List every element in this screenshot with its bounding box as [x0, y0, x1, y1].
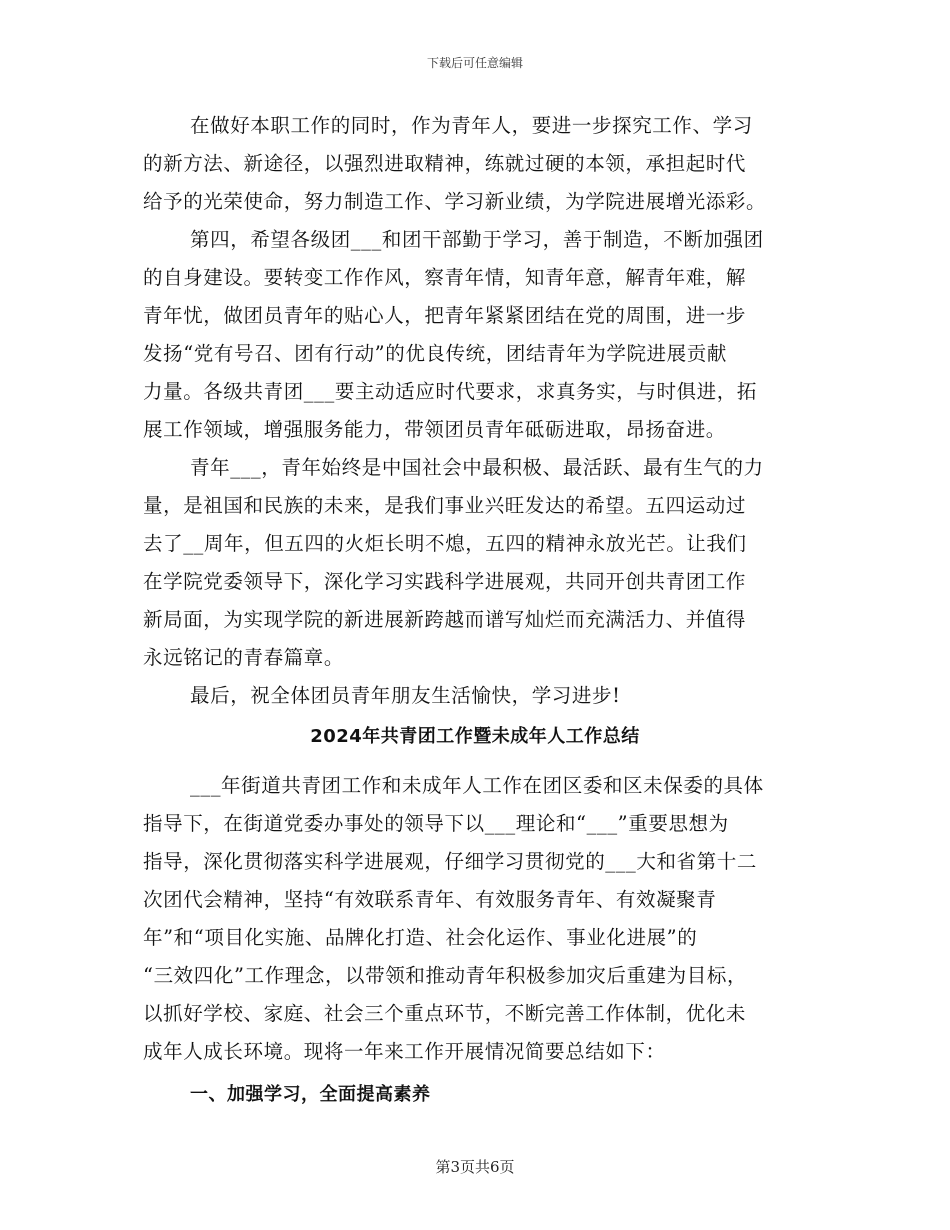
- text-line: 的自身建设。要转变工作作风，察青年情，知青年意，解青年难，解: [143, 266, 747, 289]
- text-line: 量，是祖国和民族的未来，是我们事业兴旺发达的希望。五四运动过: [143, 494, 747, 517]
- text-line: 最后，祝全体团员青年朋友生活愉快，学习进步!: [190, 684, 621, 707]
- text-line: 青年忧，做团员青年的贴心人，把青年紧紧团结在党的周围，进一步: [143, 304, 747, 327]
- text-line: 展工作领域，增强服务能力，带领团员青年砥砺进取，昂扬奋进。: [143, 418, 726, 441]
- text-line: 的新方法、新途径，以强烈进取精神，练就过硬的本领，承担起时代: [143, 152, 747, 175]
- text-line: “三效四化”工作理念，以带领和推动青年积极参加灾后重建为目标，: [143, 964, 748, 987]
- page-footer: 第3页共6页: [435, 1158, 515, 1176]
- text-line: 以抓好学校、家庭、社会三个重点环节，不断完善工作体制，优化未: [143, 1002, 747, 1025]
- text-line: 年”和“项目化实施、品牌化打造、社会化运作、事业化进展”的: [143, 926, 698, 949]
- text-line: 指导下，在街道党委办事处的领导下以___理论和“___”重要思想为: [143, 812, 729, 835]
- text-line: 成年人成长环境。现将一年来工作开展情况简要总结如下：: [143, 1040, 666, 1063]
- section-title: 2024年共青团工作暨未成年人工作总结: [310, 726, 640, 747]
- text-line: 在学院党委领导下，深化学习实践科学进展观，共同开创共青团工作: [143, 570, 747, 593]
- text-line: ___年街道共青团工作和未成年人工作在团区委和区未保委的具体: [190, 774, 764, 797]
- subheading: 一、加强学习，全面提高素养: [190, 1084, 431, 1105]
- text-line: 指导，深化贯彻落实科学进展观，仔细学习贯彻党的___大和省第十二: [143, 850, 757, 873]
- text-line: 次团代会精神，坚持“有效联系青年、有效服务青年、有效凝聚青: [143, 888, 717, 911]
- text-line: 力量。各级共青团___要主动适应时代要求，求真务实，与时俱进，拓: [143, 380, 757, 403]
- text-line: 给予的光荣使命，努力制造工作、学习新业绩，为学院进展增光添彩。: [143, 190, 767, 213]
- header-note: 下载后可任意编辑: [426, 56, 523, 70]
- text-line: 发扬“党有号召、团有行动”的优良传统，团结青年为学院进展贡献: [143, 342, 727, 365]
- text-line: 去了__周年，但五四的火炬长明不熄，五四的精神永放光芒。让我们: [143, 532, 747, 555]
- text-line: 新局面，为实现学院的新进展新跨越而谱写灿烂而充满活力、并值得: [143, 608, 747, 631]
- text-line: 在做好本职工作的同时，作为青年人，要进一步探究工作、学习: [190, 114, 753, 137]
- text-line: 青年___，青年始终是中国社会中最积极、最活跃、最有生气的力: [190, 456, 764, 479]
- text-line: 永远铭记的青春篇章。: [143, 646, 345, 669]
- text-line: 第四，希望各级团___和团干部勤于学习，善于制造，不断加强团: [190, 228, 764, 251]
